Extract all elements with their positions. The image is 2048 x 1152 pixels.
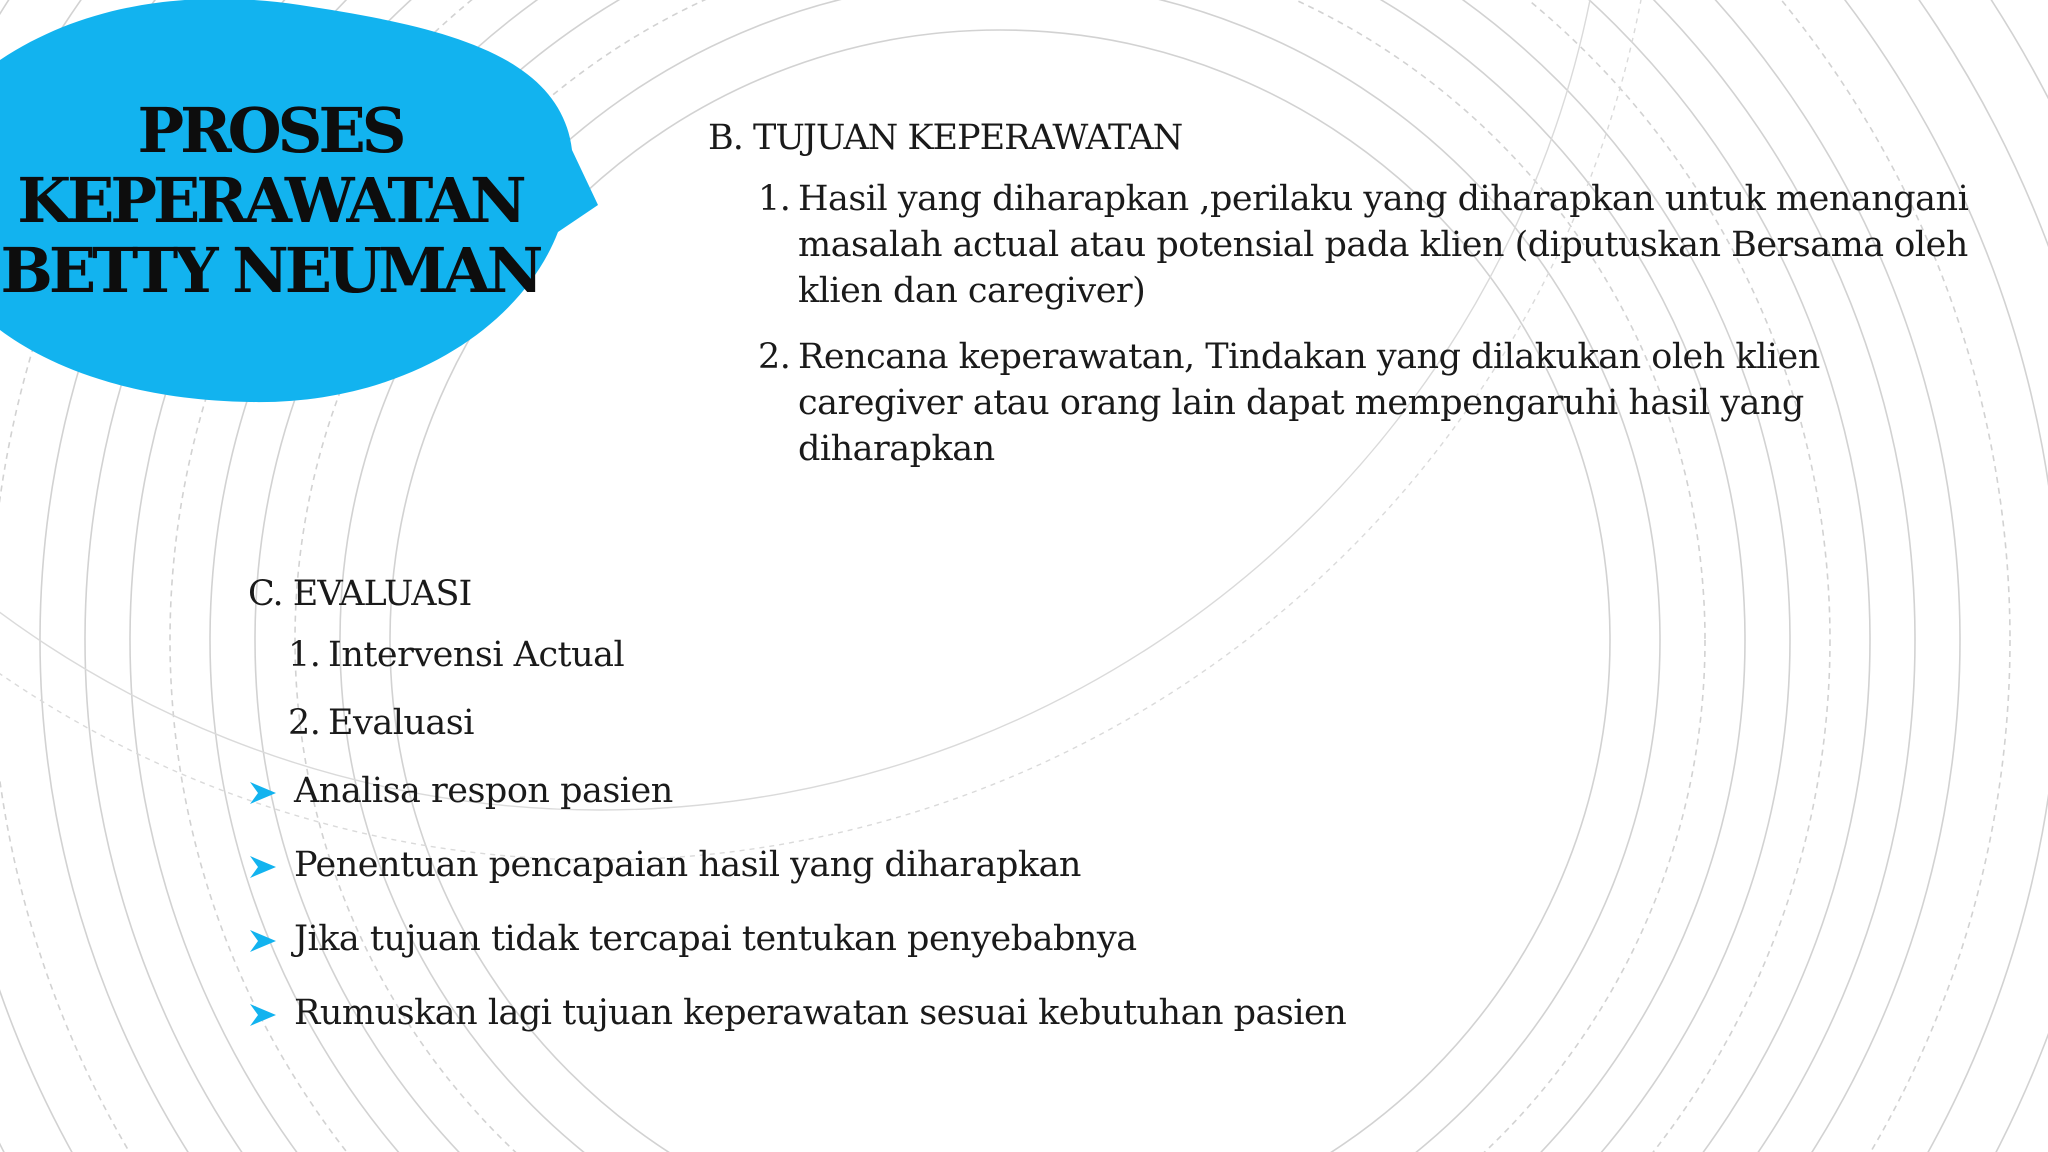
item-text: Rencana keperawatan, Tindakan yang dilakukan oleh klien caregiver atau orang lain dapat mempengaruhi hasil yang diharapkan [798,337,1820,469]
arrow-bullet-icon [248,990,294,1042]
bullet-text: Penentuan pencapaian hasil yang diharapkan [294,845,1081,885]
list-item [288,700,1448,746]
bullet-text: Rumuskan lagi tujuan keperawatan sesuai kebutuhan pasien [294,993,1347,1033]
section-c [248,574,1448,1042]
section-b-heading: B. TUJUAN KEPERAWATAN [708,118,1183,158]
arrow-bullet-icon [248,916,294,968]
bullet-item [248,916,1448,968]
section-b [708,118,2008,472]
bullet-text: Jika tujuan tidak tercapai tentukan penyebabnya [294,919,1137,959]
bullet-item [248,768,1448,820]
arrow-bullet-icon [248,842,294,894]
item-number: 2. [288,703,321,743]
item-number: 1. [758,179,791,219]
item-text: Hasil yang diharapkan ,perilaku yang diharapkan untuk menangani masalah actual atau potensial pada klien (diputuskan Bersama oleh klien dan caregiver) [798,179,1969,311]
list-item [758,176,2008,314]
section-c-heading: C. EVALUASI [248,574,472,614]
item-number: 2. [758,337,791,377]
section-c-numbered-list [288,632,1448,746]
section-b-list [758,176,2008,472]
bullet-item [248,842,1448,894]
item-text: Evaluasi [328,703,474,743]
slide-title [0,96,540,306]
section-c-bullet-list [248,768,1448,1042]
list-item [758,334,2008,472]
title-line-2: KEPERAWATAN [17,164,523,237]
title-line-3: BETTY NEUMAN [0,234,540,307]
arrow-bullet-icon [248,768,294,820]
bullet-text: Analisa respon pasien [294,771,673,811]
title-line-1: PROSES [137,94,403,167]
bullet-item [248,990,1448,1042]
item-text: Intervensi Actual [328,635,625,675]
list-item [288,632,1448,678]
item-number: 1. [288,635,321,675]
